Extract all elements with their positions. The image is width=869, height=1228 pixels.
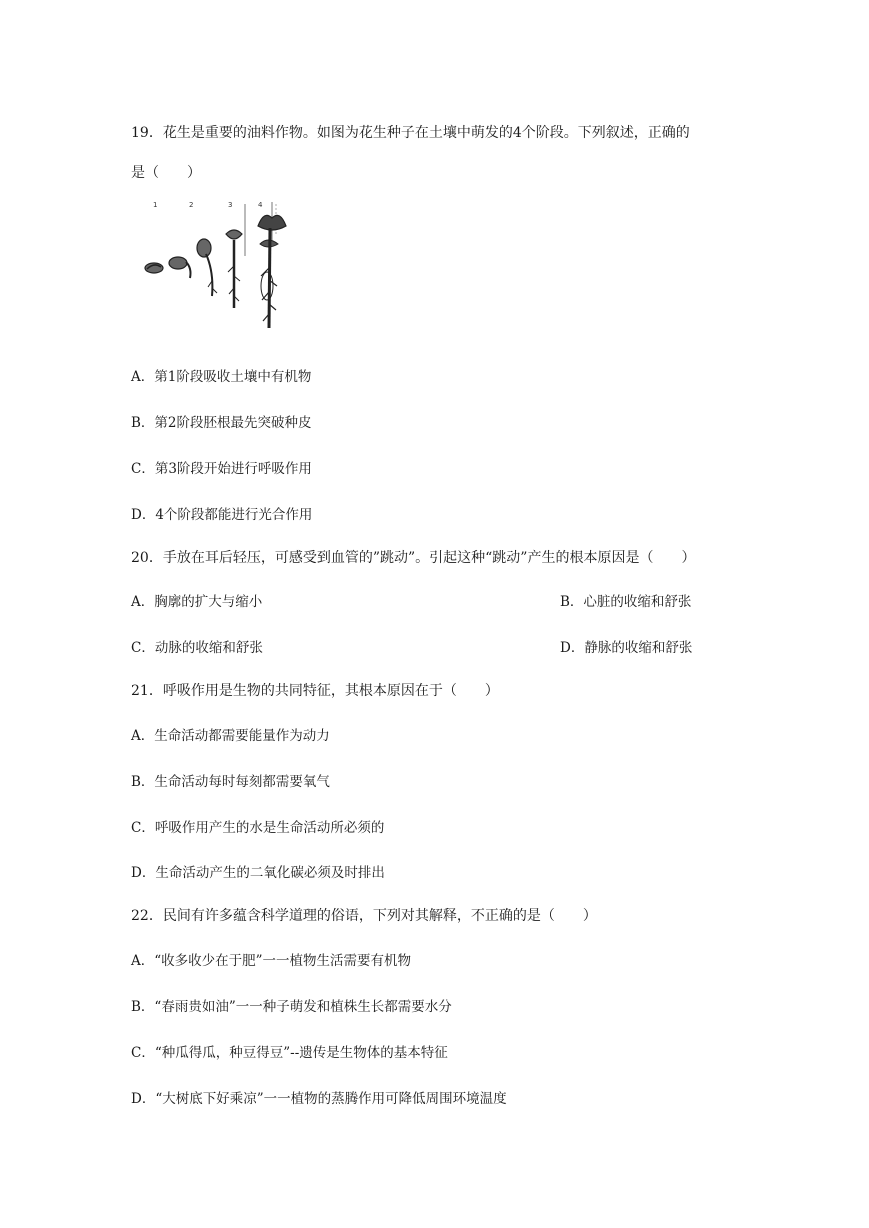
q22-option-c[interactable]: C．“种瓜得瓜，种豆得豆”--遗传是生物体的基本特征 — [131, 1045, 448, 1061]
q22-stem: 22．民间有许多蕴含科学道理的俗语，下列对其解释，不正确的是（ ） — [131, 908, 597, 924]
q19-stem-line2: 是（ ） — [131, 165, 201, 181]
q22-option-d[interactable]: D．“大树底下好乘凉”一一植物的蒸腾作用可降低周围环境温度 — [131, 1091, 507, 1107]
peanut-germination-figure — [134, 196, 294, 336]
q19-option-d[interactable]: D．4个阶段都能进行光合作用 — [131, 507, 313, 523]
q19-stem-line1: 19．花生是重要的油料作物。如图为花生种子在土壤中萌发的4个阶段。下列叙述，正确的 — [131, 125, 690, 141]
stage-1-seed — [145, 263, 163, 273]
q21-option-a[interactable]: A．生命活动都需要能量作为动力 — [131, 728, 330, 744]
q20-option-d[interactable]: D．静脉的收缩和舒张 — [560, 640, 693, 656]
q19-option-b[interactable]: B．第2阶段胚根最先突破种皮 — [131, 415, 312, 431]
q22-option-b[interactable]: B．“春雨贵如油”一一种子萌发和植株生长都需要水分 — [131, 999, 452, 1015]
q19-option-a[interactable]: A．第1阶段吸收土壤中有机物 — [131, 369, 312, 385]
q20-option-c[interactable]: C．动脉的收缩和舒张 — [131, 640, 263, 656]
q22-option-a[interactable]: A．“收多收少在于肥”一一植物生活需要有机物 — [131, 953, 412, 969]
stage-label-2: 2 — [189, 201, 194, 209]
stage-3b-seedling — [226, 230, 242, 308]
q21-option-b[interactable]: B．生命活动每时每刻都需要氧气 — [131, 774, 330, 790]
q21-option-d[interactable]: D．生命活动产生的二氧化碳必须及时排出 — [131, 865, 385, 881]
stage-label-3: 3 — [228, 201, 233, 209]
q20-option-b[interactable]: B．心脏的收缩和舒张 — [560, 594, 692, 610]
q20-stem: 20．手放在耳后轻压，可感受到血管的”跳动”。引起这种“跳动”产生的根本原因是（ ） — [131, 550, 696, 566]
q21-option-c[interactable]: C．呼吸作用产生的水是生命活动所必须的 — [131, 820, 385, 836]
peanut-germination-illustration — [134, 196, 294, 336]
stage-2-sprout — [169, 257, 191, 278]
stage-label-1: 1 — [153, 201, 158, 209]
q19-option-c[interactable]: C．第3阶段开始进行呼吸作用 — [131, 461, 312, 477]
stage-label-4: 4 — [258, 201, 263, 209]
q21-stem: 21．呼吸作用是生物的共同特征，其根本原因在于（ ） — [131, 683, 499, 699]
q20-option-a[interactable]: A．胸廓的扩大与缩小 — [131, 594, 263, 610]
stage-3a-seedling — [197, 239, 217, 296]
